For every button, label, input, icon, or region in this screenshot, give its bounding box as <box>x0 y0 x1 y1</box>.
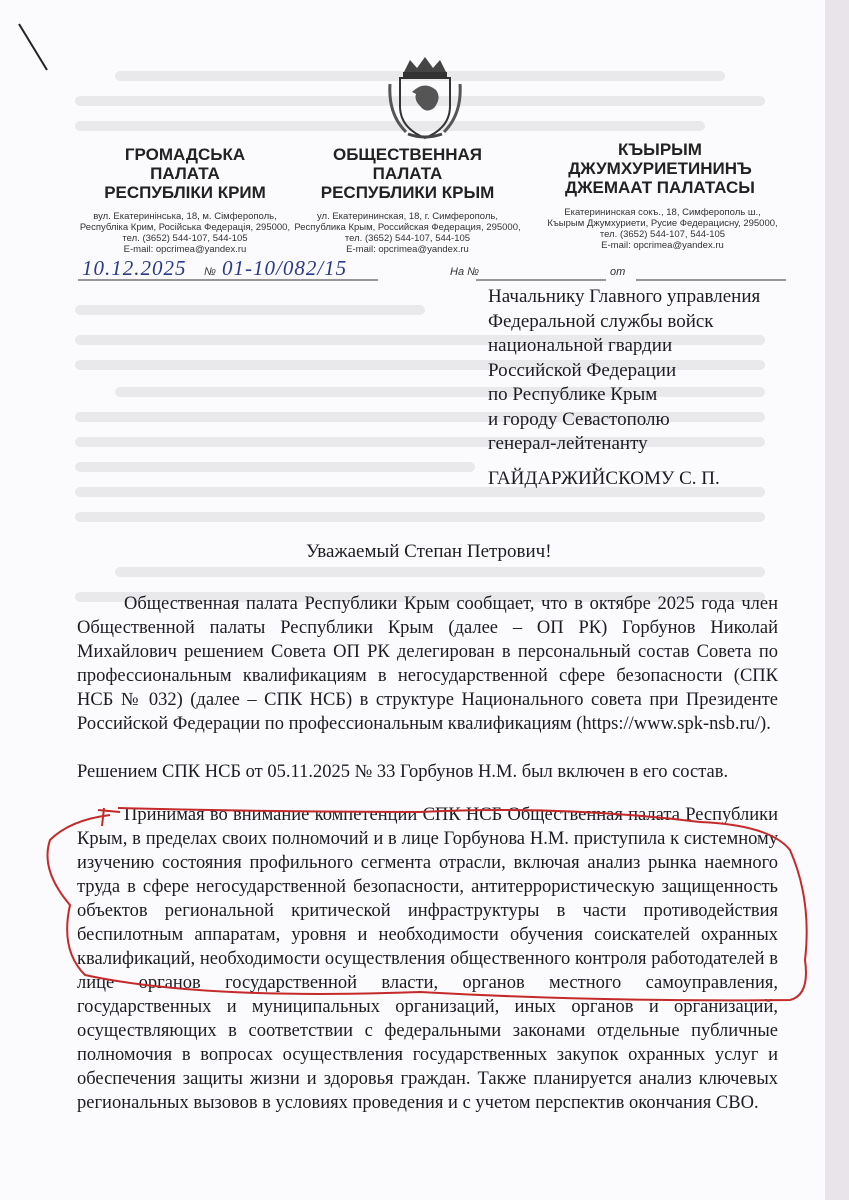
body-paragraph-1: Общественная палата Республики Крым сообщает, что в октябре 2025 года член Общественной палаты Республики Крым (далее – ОП РК) Горбунов Николай Михайлович решением Совета ОП РК делегирован в персональный состав Совета по профессиональным квалификациям в негосударственной сфере безопасности (СПК НСБ № 032) (далее – СПК НСБ) в структуре Национального совета при Президенте Российской Федерации по профессиональным квалификациям (https://www.spk-nsb.ru/). <box>77 594 778 734</box>
body-paragraph-2: Решением СПК НСБ от 05.11.2025 № 33 Горбунов Н.М. был включен в его состав. <box>77 762 729 782</box>
registration-date: 10.12.2025 <box>82 256 187 280</box>
header-ukrainian-address: вул. Екатеринінська, 18, м. Сімферополь, Республіка Крим, Російська Федерація, 295000, тел. (3652) 544-107, 544-105 E-mail: opcrimea@yandex.ru <box>79 211 291 255</box>
header-russian-title: ОБЩЕСТВЕННАЯ ПАЛАТА РЕСПУБЛИКИ КРЫМ <box>320 145 495 202</box>
addressee-block: Начальнику Главного управления Федеральной службы войск национальной гвардии Российской Федерации по Республике Крым и городу Севастополю генерал-лейтенанту <box>488 286 761 454</box>
reply-number-label: На № <box>450 266 480 278</box>
header-ukrainian-title: ГРОМАДСЬКА ПАЛАТА РЕСПУБЛІКИ КРИМ <box>104 145 266 202</box>
header-russian-address: ул. Екатерининская, 18, г. Симферополь, Республика Крым, Российская Федерация, 295000, тел. (3652) 544-107, 544-105 E-mail: opcrimea@yandex.ru <box>294 211 521 255</box>
reply-date-label: от <box>610 266 626 278</box>
body-paragraph-3: Принимая во внимание компетенции СПК НСБ Общественная палата Республики Крым, в пределах своих полномочий и в лице Горбунова Н.М. приступила к системному изучению состояния профильного сегмента отрасли, включая анализ рынка наемного труда в сфере негосударственной безопасности, антитеррористическую защищенность объектов региональной критической инфраструктуры в части противодействия беспилотным аппаратам, уровня и необходимости обучения соискателей охранных квалификаций, необходимости осуществления общественного контроля работодателей в лице органов государственной власти, органов местного самоуправления, государственных и муниципальных организаций, иных органов и организаций, осуществляющих в соответствии с федеральными законами отдельные публичные полномочия в вопросах осуществления государственных закупок охранных услуг и обеспечения защиты жизни и здоровья граждан. Также планируется анализ ключевых региональных вызовов в условиях проведения и с учетом перспектив окончания СВО. <box>77 805 778 1113</box>
addressee-name: ГАЙДАРЖИЙСКОМУ С. П. <box>488 468 720 489</box>
greeting: Уважаемый Степан Петрович! <box>306 541 552 562</box>
header-crimean-tatar-address: Екатерининская сокъ., 18, Симферополь ш., Къырым Джумхуриети, Русие Федерацисну, 295000, тел. (3652) 544-107, 544-105 E-mail: opcrimea@yandex.ru <box>547 207 778 251</box>
header-crimean-tatar-title: КЪЫРЫМ ДЖУМХУРИЕТИНИНЪ ДЖЕМААТ ПАЛАТАСЫ <box>565 140 755 197</box>
page-edge <box>825 0 849 1200</box>
registration-number: 01-10/082/15 <box>222 256 348 280</box>
registration-no-label: № <box>204 266 216 278</box>
